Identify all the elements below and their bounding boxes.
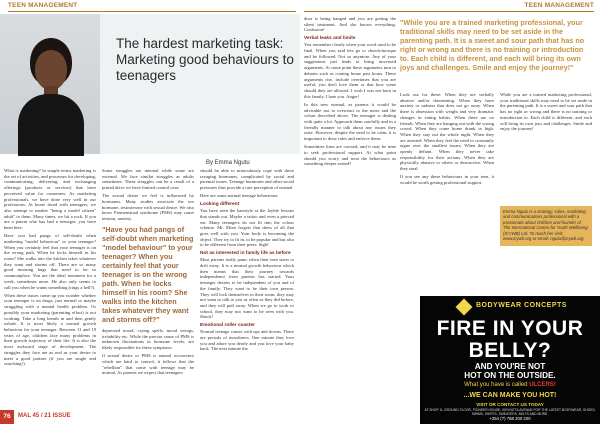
header-rule (8, 11, 296, 12)
advertisement (420, 296, 600, 424)
article-column-4: door is being banged and you are getting the silent treatment. And she knows everything. Confusion! Verbal leaks and limits You remember clearly when your word used to be final. When you said lets go to church/mosque and be followed. Not so anymore. Any of your suggestions just leads to bring increased arguments. At some point these arguments turn to debates such as coming home past hours. These arguments rise, include overtimes that you are useful, you don't love them or that how come should they are allowed. I wish I was not born in this family. I hate you. Anger! In this new normal, as parents it would be advisable not to overreact to the noise and the colour described above. The teenager is dealing with quite a lot. Approach them carefully and in a friendly manner to talk about any issues they raise. However, despite the need to be calm, it is important to draw rules and enforce them. Sometimes lines are crossed, and it may be time to seek professional support. At what point should you worry and treat the behaviours as something deeper seated? (304, 16, 396, 167)
header-rule (304, 11, 594, 12)
ad-subheadline: AND YOU'RE NOT HOT ON THE OUTSIDE. (464, 362, 556, 380)
subheading: Looking different (200, 201, 240, 207)
section-label: TEEN MANAGEMENT (8, 2, 78, 9)
right-page (300, 0, 600, 424)
article-column-3: should be able to miraculously cope with these ravaging hormones, complicated by social and parental issues. Teenage hormones and other social pressures thus provide a rare perception of normal. Here are some normal teenage behaviours: Looking different You have seen the hairstyle at the Jayble lessons that stands out. Maybe a tattoo and even a pierced ear. Many teenagers do not fit into the colour scheme. Mr. Mom forgets that dress of all that goes well with you. Your body is becoming the object. They try to fit in, to be popular and but also to be different from their peers. Sigh! Not as interested in family life as before Most parents really panic when their teen starts to drift away. It is a normal growth behaviour which then means that their journey towards independence from parents has started. Your teenager desires to be independent of you and of the family. They want to be their own person. They will lock themselves in their room, they may not want to talk to you as often as they did before, and they will pull away. When we go to work or school, they may not want to be seen with you. Shock! Emotional roller coaster Normal teenage comes with ups and downs. There are periods of moodiness. One minute they love you and adore you dearly and you love your baby back. The next minute the (200, 168, 294, 352)
article-column-5: Look out for these: When they are verbally abusive and/or threatening. When they have anxiety or sadness that does not go away. When there is obsession with weight and very dramatic changes in eating habits. When there are no friends. When they are hanging out with the wrong crowd. When they come home drunk or high. When they stay out the whole night. When they are arrested. When they feel the need to constantly argue over the smallest issues. When they are openly defiant. When they never take responsibility for their actions. When they are physically abusive to others or destructive. When they steal. If you see any these behaviours in your teen, it would be worth getting professional support. (400, 92, 494, 186)
byline: By Emma Ngutu (206, 160, 250, 166)
article-column-6: While you are a trained marketing professional, your traditional skills may need to be set aside in the parenting path. It is a sweet and sour path that has no right or wrong and there is no training or introduction to. Each child is different, and each will bring its own joys and challenges. Smile and enjoy the journey! (500, 92, 592, 132)
ad-headline: FIRE IN YOUR BELLY? (436, 317, 584, 362)
ad-address: AT SHOP 1L GROUND FLOOR, PIONEER HOUSE, KENYATTA AVENUE FOR THE LATEST BODYWEAR, SHOES, SWIMS, SHIRTS, SWEATERS, BELTS AND MORE. (424, 408, 596, 416)
article-column-2: Some struggles are internal while some are external. We face similar struggles as adults sometimes. These struggles can be a result of a primal drive we have limited control over. The sexual desire we feel is influenced by hormones. Many studies associate the sex hormone, testosterone with sexual desire. We also know Premenstrual syndrome (PMS) may cause tension, anxiety, "Have you had pangs of self-doubt when marketing "model behaviour" to your teenager? When you certainly feel that your teenager is on the wrong path. When he locks himself in his room? She walks into the kitchen takes whatever they want and storms off?" depressed mood, crying spells, mood swings, irritability etc. While the precise cause of PMS is unknown fluctuations in hormone levels, are likely responsible for these symptoms. If sexual desire or PMS is natural occurrence which are hard to control, it follows that the "rebellion" that come with teenage may be normal. As parents we expect that teenagers (102, 168, 194, 376)
article-column-1: What is marketing? In simple terms marketing is the set of activities, and processes for developing, communicating, delivering, and exchanging offerings (products or services) that have perceived value for customers. As marketing professionals, we have done very well in our professions. At home faced with teenagers, we also attempt to market "being a model citizen" adult" to them. Many times, we hit a rock. If you are a parent who has had a teenager, you have been here. Have you had pangs of self-doubt when marketing "model behaviour" to your teenager? When you certainly feel that your teenager is on the wrong path. When he locks himself in his room? She walks into the kitchen takes whatever they want and storms off. There are so many good morning hugs that need to be so commonplace. You are the ideal treatment for a week, sometimes more. He also only seems to call you when he wants something (rings a bell?). When these issues come up you wonder whether your teenager is on drugs, just normal or maybe struggling with a mental health problem. Or possibly your marketing (parenting effort) is not working. Take a long breath in and then gently exhale. It is most likely a normal growth behaviour for your teenager. Between 11 and 19 years of age, children face many problems in their growth trajectory of their life. It is also the most awkward stage of development. The struggles they face are as real as your desire to meet a good partner (if you are single and searching!). (4, 168, 96, 367)
brand-logo-icon (456, 299, 473, 316)
author-bio: Emma Ngutu is a strategy, sales, marketing and communications professional with a passionate about children and founder of The International Centre for Youth Wellbeing (ICYWB) Ltd. To reach her visit: www.icywb.org or email: ngutu@icywb.org (500, 206, 592, 246)
page-footer (0, 410, 300, 424)
ad-phone: +254 (7) 768 200 200 (489, 416, 531, 421)
pull-quote: "Have you had pangs of self-doubt when marketing "model behaviour" to your teenager? When you certainly feel that your teenager is on the wrong path. When he locks himself in his room? She walks into the kitchen takes whatever they want and storms off?" (102, 224, 194, 324)
publication-issue: MAL 45 / 21 ISSUE (18, 413, 71, 419)
ad-brand: BODYWEAR CONCEPTS (476, 302, 567, 309)
ad-ulcer-line: What you have is called ULCERS! (464, 382, 556, 388)
ad-cta: VISIT OR CONTACT US TODAY (476, 402, 544, 407)
section-label: TEEN MANAGEMENT (524, 2, 594, 9)
ad-tagline: ...WE CAN MAKE YOU HOT! (463, 392, 557, 399)
author-photo (0, 14, 100, 154)
pull-quote: "While you are a trained marketing professional, your traditional skills may need to be set aside in the parenting path. It is a sweet and sour path that has no right or wrong and there is no training or introduction to. Each child is different, and each will bring its own joys and challenges. Smile and enjoy the journey!" (400, 18, 585, 72)
subheading: Emotional roller coaster (200, 322, 255, 328)
subheading: Verbal leaks and limits (304, 35, 356, 41)
article-title: The hardest marketing task: Marketing good behaviours to teenagers (116, 36, 294, 83)
subheading: Not as interested in family life as before (200, 250, 291, 256)
page-number: 76 (0, 410, 14, 424)
